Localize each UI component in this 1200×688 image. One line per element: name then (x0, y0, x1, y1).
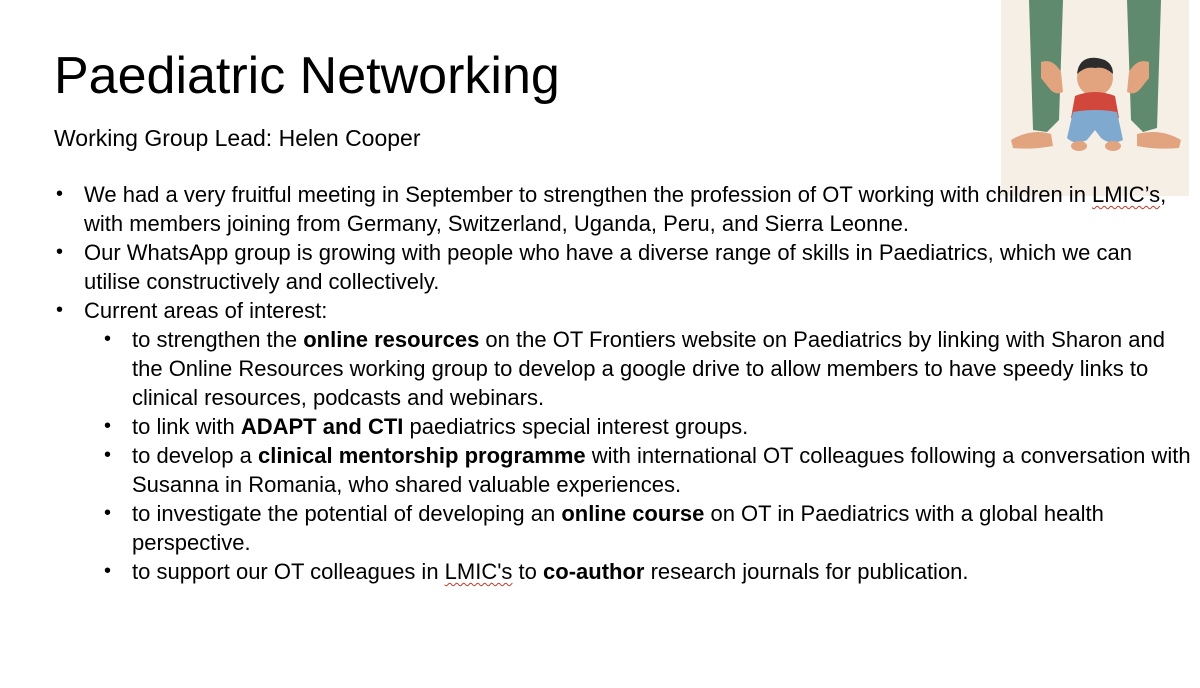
bullet-text: Our WhatsApp group is growing with people who have a diverse range of skills in Paediatrics, which we can utilise constructively and collectively. (84, 240, 1132, 294)
spellcheck-flagged-text: LMIC's (444, 559, 513, 584)
adult-helping-child-crawl-illustration (1001, 0, 1189, 196)
bullet-item (54, 238, 1194, 296)
sub-bullet-item (54, 412, 1194, 441)
bullet-text: paediatrics special interest groups. (403, 414, 749, 439)
bullet-item (54, 296, 1194, 325)
slide-title: Paediatric Networking (54, 47, 560, 105)
bullet-item (54, 180, 1194, 238)
spellcheck-flagged-text: LMIC’s (1092, 182, 1161, 207)
emphasis-text: online resources (303, 327, 480, 352)
bullet-text: to develop a (132, 443, 258, 468)
emphasis-text: online course (561, 501, 705, 526)
sub-bullet-item (54, 325, 1194, 412)
bullet-text: to support our OT colleagues in (132, 559, 445, 584)
sub-bullet-item (54, 557, 1194, 586)
bullet-text: to strengthen the (132, 327, 304, 352)
bullet-text: to link with (132, 414, 241, 439)
main-bullet-list (54, 180, 1194, 586)
emphasis-text: ADAPT and CTI (240, 414, 404, 439)
sub-bullet-list (54, 325, 1194, 586)
sub-bullet-group (54, 325, 1194, 586)
emphasis-text: co-author (543, 559, 645, 584)
bullet-text: research journals for publication. (644, 559, 969, 584)
bullet-text: to (512, 559, 544, 584)
bullet-text: , with members joining from Germany, Switzerland, Uganda, Peru, and Sierra Leonne. (84, 182, 1167, 236)
bullet-text: with international OT colleagues following a conversation with Susanna in Romania, who shared valuable experiences. (132, 443, 1191, 497)
slide-body (54, 180, 1194, 586)
illustration-graphic (1001, 0, 1189, 196)
bullet-text: on the OT Frontiers website on Paediatrics by linking with Sharon and the Online Resources working group to develop a google drive to allow members to have speedy links to clinical resources, podcasts and webinars. (132, 327, 1165, 410)
emphasis-text: clinical mentorship programme (257, 443, 586, 468)
bullet-text: We had a very fruitful meeting in September to strengthen the profession of OT working with children in (84, 182, 1093, 207)
bullet-text: to investigate the potential of developing an (132, 501, 562, 526)
sub-bullet-item (54, 441, 1194, 499)
bullet-text: Current areas of interest: (84, 298, 328, 323)
working-group-lead: Working Group Lead: Helen Cooper (54, 125, 421, 151)
sub-bullet-item (54, 499, 1194, 557)
bullet-text: on OT in Paediatrics with a global health perspective. (132, 501, 1104, 555)
